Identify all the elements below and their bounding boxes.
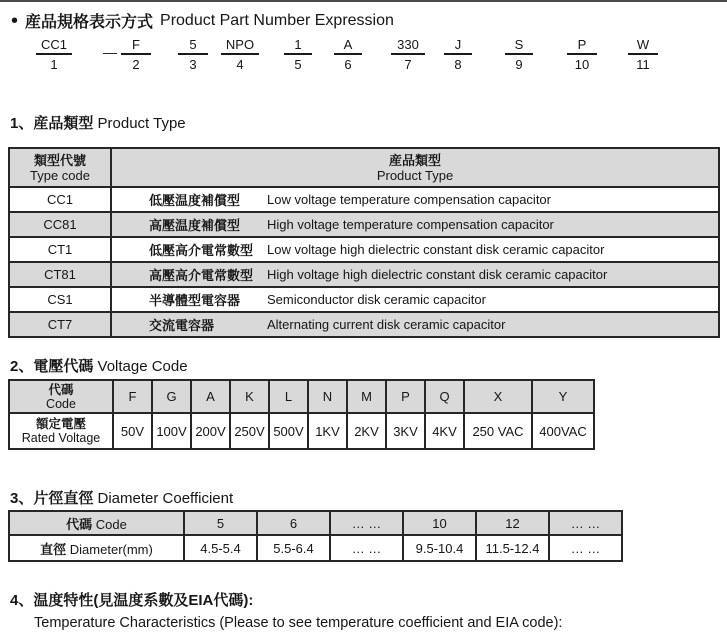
diameter-value-cell: 9.5-10.4 — [403, 535, 476, 561]
diameter-value-cell: … … — [549, 535, 622, 561]
part-number-segment — [567, 38, 597, 71]
part-number-segment — [178, 38, 208, 71]
part-number-segment — [36, 38, 72, 71]
segment-code: A — [334, 38, 362, 55]
header-type-code-cjk: 類型代號 — [33, 152, 86, 168]
diameter-value-cell: 4.5-5.4 — [184, 535, 257, 561]
table-row — [9, 262, 719, 287]
segment-code: S — [505, 38, 533, 55]
segment-number: 8 — [454, 57, 462, 72]
part-number-segment — [221, 38, 259, 71]
voltage-code-label — [9, 380, 113, 413]
segment-number: 5 — [294, 57, 302, 72]
diameter-label-en: Diameter(mm) — [69, 541, 153, 557]
segment-code: J — [444, 38, 472, 55]
diameter-code-cell: 12 — [476, 511, 549, 535]
section1-en: Product Type — [97, 115, 186, 132]
diameter-code-cell: 5 — [184, 511, 257, 535]
voltage-code-cell: F — [113, 380, 152, 413]
section2-en: Voltage Code — [97, 358, 188, 375]
header-type-code-en: Type code — [30, 167, 90, 183]
type-name-en: High voltage high dielectric constant disk ceramic capacitor — [267, 267, 608, 282]
section2-cjk: 2、電壓代碼 — [10, 358, 94, 375]
segment-number: 2 — [132, 57, 140, 72]
type-name-cell — [111, 287, 719, 312]
section-heading-voltage-code — [10, 355, 188, 376]
diameter-code-cell: … … — [330, 511, 403, 535]
segment-number: 11 — [636, 57, 650, 72]
section-heading-product-type — [10, 112, 186, 133]
type-code-cell: CC1 — [9, 187, 111, 212]
segment-code: P — [567, 38, 597, 55]
table-header-row — [9, 511, 622, 535]
type-name-en: Low voltage high dielectric constant disk ceramic capacitor — [267, 242, 605, 257]
part-number-segment — [121, 38, 151, 71]
type-name-cjk: 高壓温度補償型 — [149, 218, 241, 233]
diameter-code-cell: … … — [549, 511, 622, 535]
segment-number: 1 — [50, 57, 58, 72]
voltage-code-cell: A — [191, 380, 230, 413]
segment-code: 5 — [178, 38, 208, 55]
header-type-code — [9, 148, 111, 187]
table-row — [9, 413, 594, 449]
type-name-cjk: 半導體型電容器 — [149, 293, 241, 308]
voltage-code-cell: Y — [532, 380, 594, 413]
type-name-en: High voltage temperature compensation capacitor — [267, 217, 554, 232]
table-header-row — [9, 148, 719, 187]
part-number-expression — [0, 38, 727, 80]
rated-voltage-cjk: 額定電壓 — [35, 417, 86, 431]
diameter-row-label — [9, 535, 184, 561]
section3-en: Diameter Coefficient — [97, 490, 234, 507]
voltage-value-cell: 3KV — [386, 413, 425, 449]
segment-number: 7 — [404, 57, 412, 72]
table-row — [9, 535, 622, 561]
header-product-type — [111, 148, 719, 187]
segment-code: W — [628, 38, 658, 55]
segment-code: NPO — [221, 38, 259, 55]
type-name-cjk: 交流電容器 — [149, 318, 215, 333]
segment-number: 3 — [189, 57, 197, 72]
part-number-dash: — — [103, 44, 117, 60]
type-name-cjk: 高壓高介電常數型 — [149, 268, 254, 283]
header-product-type-cjk: 産品類型 — [388, 152, 441, 168]
table-header-row — [9, 380, 594, 413]
section4-line2: Temperature Characteristics (Please to see temperature coefficient and EIA code): — [34, 615, 563, 631]
voltage-value-cell: 1KV — [308, 413, 347, 449]
page-top-edge — [0, 0, 727, 2]
rated-voltage-label — [9, 413, 113, 449]
type-name-cell — [111, 237, 719, 262]
voltage-code-cell: Q — [425, 380, 464, 413]
voltage-code-table — [8, 379, 595, 450]
diameter-value-cell: 5.5-6.4 — [257, 535, 330, 561]
voltage-value-cell: 250 VAC — [464, 413, 532, 449]
diameter-code-cell: 6 — [257, 511, 330, 535]
voltage-value-cell: 100V — [152, 413, 191, 449]
voltage-value-cell: 500V — [269, 413, 308, 449]
voltage-value-cell: 50V — [113, 413, 152, 449]
type-name-cell — [111, 212, 719, 237]
page-title-en: Product Part Number Expression — [160, 11, 394, 29]
code-label-en: Code — [46, 396, 76, 411]
part-number-segment — [334, 38, 362, 71]
part-number-segment — [505, 38, 533, 71]
type-code-cell: CC81 — [9, 212, 111, 237]
page-title — [11, 9, 394, 32]
diameter-value-cell: 11.5-12.4 — [476, 535, 549, 561]
voltage-code-cell: L — [269, 380, 308, 413]
type-code-cell: CT81 — [9, 262, 111, 287]
table-row — [9, 237, 719, 262]
table-row — [9, 212, 719, 237]
type-name-en: Semiconductor disk ceramic capacitor — [267, 292, 486, 307]
type-name-en: Alternating current disk ceramic capacitor — [267, 317, 506, 332]
diameter-table — [8, 510, 623, 562]
section-heading-temperature — [10, 589, 253, 610]
part-number-segment — [444, 38, 472, 71]
table-row — [9, 287, 719, 312]
product-type-table — [8, 147, 720, 338]
table-row — [9, 187, 719, 212]
type-code-cell: CT7 — [9, 312, 111, 337]
table-row — [9, 312, 719, 337]
type-name-cell — [111, 312, 719, 337]
segment-number: 6 — [344, 57, 352, 72]
type-name-cell — [111, 187, 719, 212]
voltage-code-cell: X — [464, 380, 532, 413]
voltage-value-cell: 2KV — [347, 413, 386, 449]
type-code-cell: CS1 — [9, 287, 111, 312]
diameter-code-cell: 10 — [403, 511, 476, 535]
rated-voltage-en: Rated Voltage — [21, 431, 101, 445]
segment-code: 1 — [284, 38, 312, 55]
part-number-segment — [391, 38, 425, 71]
section3-cjk: 3、片徑直徑 — [10, 490, 94, 507]
segment-number: 9 — [515, 57, 523, 72]
page-title-cjk: 産品規格表示方式 — [25, 14, 154, 31]
diameter-label-cjk: 直徑 — [40, 541, 67, 557]
segment-code: CC1 — [36, 38, 72, 55]
type-code-cell: CT1 — [9, 237, 111, 262]
type-name-cell — [111, 262, 719, 287]
voltage-code-cell: M — [347, 380, 386, 413]
type-name-cjk: 低壓高介電常數型 — [149, 243, 254, 258]
voltage-value-cell: 400VAC — [532, 413, 594, 449]
voltage-code-cell: P — [386, 380, 425, 413]
segment-number: 10 — [574, 57, 590, 72]
voltage-code-cell: N — [308, 380, 347, 413]
segment-number: 4 — [236, 57, 244, 72]
part-number-segment — [284, 38, 312, 71]
voltage-value-cell: 4KV — [425, 413, 464, 449]
section1-cjk: 1、産品類型 — [10, 115, 94, 132]
type-name-cjk: 低壓温度補償型 — [149, 193, 241, 208]
voltage-value-cell: 200V — [191, 413, 230, 449]
code-label-en: Code — [95, 516, 127, 532]
type-name-en: Low voltage temperature compensation capacitor — [267, 192, 551, 207]
section-heading-diameter — [10, 487, 233, 508]
voltage-code-cell: K — [230, 380, 269, 413]
voltage-code-cell: G — [152, 380, 191, 413]
section4-line1: 4、温度特性(見温度系數及EIA代碼): — [10, 592, 254, 609]
voltage-value-cell: 250V — [230, 413, 269, 449]
code-label-cjk: 代碼 — [48, 382, 74, 397]
code-label-cjk: 代碼 — [66, 516, 93, 532]
diameter-value-cell: … … — [330, 535, 403, 561]
segment-code: F — [121, 38, 151, 55]
segment-code: 330 — [391, 38, 425, 55]
header-product-type-en: Product Type — [376, 167, 454, 183]
part-number-segment — [628, 38, 658, 71]
diameter-code-label — [9, 511, 184, 535]
bullet-icon: • — [11, 9, 19, 32]
